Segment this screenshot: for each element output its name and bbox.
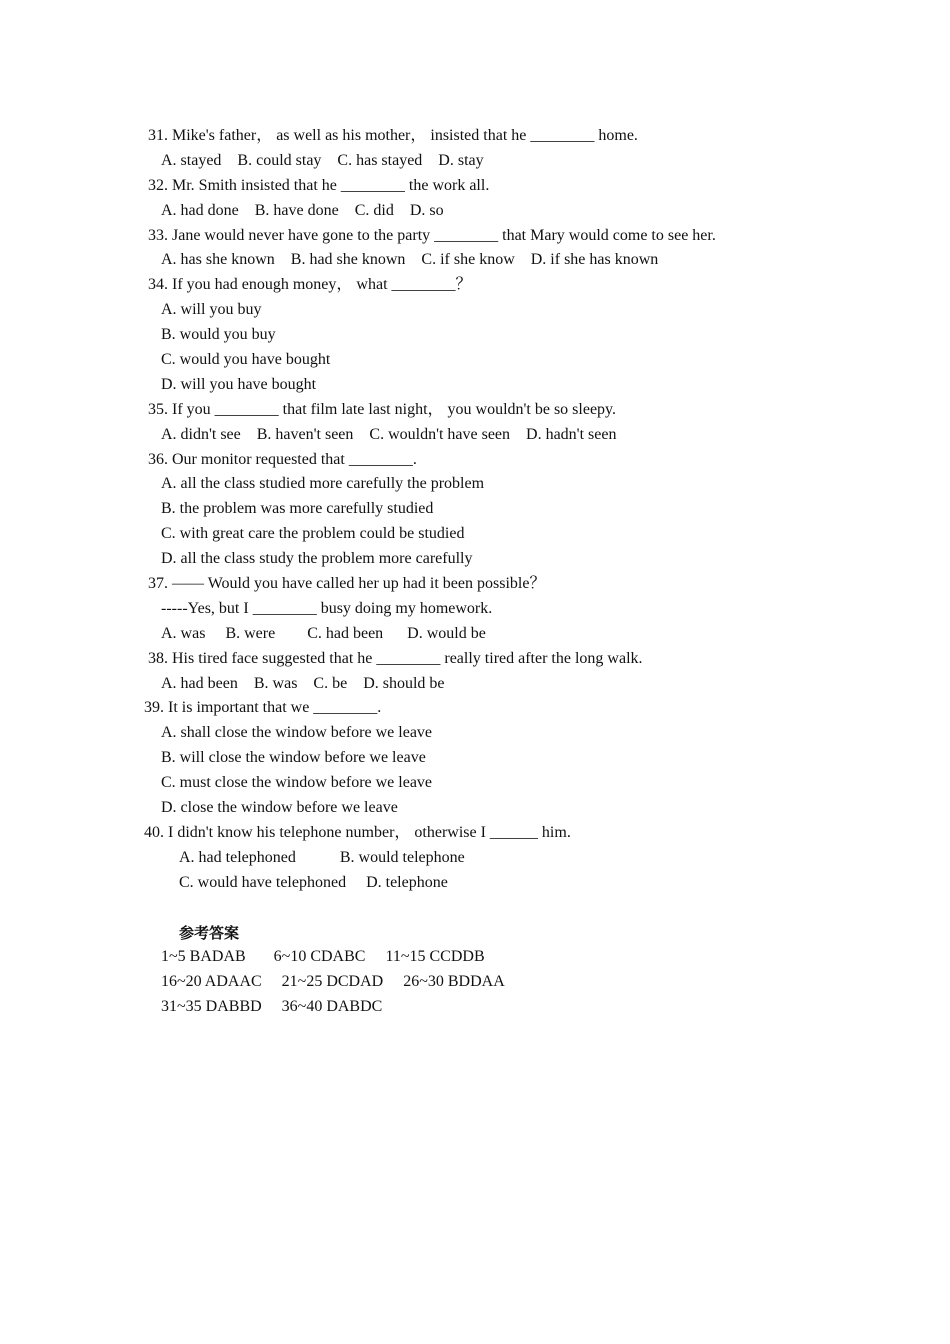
question-32-options: A. had done B. have done C. did D. so <box>161 201 444 219</box>
answer-key-row-3: 31~35 DABBD 36~40 DABDC <box>161 998 383 1016</box>
answer-key-heading: 参考答案 <box>179 923 240 942</box>
question-36-option-a: A. all the class studied more carefully the problem <box>161 475 485 493</box>
section-spacer <box>0 896 950 921</box>
question-36-option-d: D. all the class study the problem more carefully <box>161 550 473 568</box>
question-34-option-d: D. will you have bought <box>161 375 317 393</box>
question-39-option-a: A. shall close the window before we leave <box>161 724 433 742</box>
question-37-options: A. was B. were C. had been D. would be <box>161 624 486 642</box>
answer-key-row-2: 16~20 ADAAC 21~25 DCDAD 26~30 BDDAA <box>161 973 505 991</box>
question-36-option-b: B. the problem was more carefully studied <box>161 500 434 518</box>
question-34-option-c: C. would you have bought <box>161 351 331 369</box>
question-33-options: A. has she known B. had she known C. if she know D. if she has known <box>161 251 659 269</box>
question-39: 39. It is important that we ________. <box>144 699 382 717</box>
question-34: 34. If you had enough money， what ________？ <box>148 276 472 294</box>
question-34-option-b: B. would you buy <box>161 326 276 344</box>
question-37-reply: -----Yes, but I ________ busy doing my homework. <box>161 599 493 617</box>
question-40-options-row-2: C. would have telephoned D. telephone <box>179 873 448 891</box>
question-38: 38. His tired face suggested that he ________ really tired after the long walk. <box>148 649 643 667</box>
question-36-option-c: C. with great care the problem could be studied <box>161 525 465 543</box>
question-31-options: A. stayed B. could stay C. has stayed D. stay <box>161 151 484 169</box>
question-31: 31. Mike's father， as well as his mother， insisted that he ________ home. <box>148 127 638 144</box>
question-35-options: A. didn't see B. haven't seen C. wouldn't have seen D. hadn't seen <box>161 425 617 443</box>
question-35: 35. If you ________ that film late last night， you wouldn't be so sleepy. <box>148 400 617 418</box>
question-37: 37. —— Would you have called her up had it been possible？ <box>148 575 546 593</box>
question-34-option-a: A. will you buy <box>161 301 262 319</box>
question-40: 40. I didn't know his telephone number， otherwise I ______ him. <box>144 823 571 841</box>
question-39-option-d: D. close the window before we leave <box>161 799 398 817</box>
question-39-option-b: B. will close the window before we leave <box>161 749 426 767</box>
question-40-options-row-1: A. had telephoned B. would telephone <box>179 848 465 866</box>
question-33: 33. Jane would never have gone to the party ________ that Mary would come to see her. <box>148 226 716 244</box>
question-32: 32. Mr. Smith insisted that he ________ the work all. <box>148 176 490 194</box>
question-39-option-c: C. must close the window before we leave <box>161 774 433 792</box>
question-36: 36. Our monitor requested that ________. <box>148 450 417 468</box>
question-38-options: A. had been B. was C. be D. should be <box>161 674 445 692</box>
answer-key-row-1: 1~5 BADAB 6~10 CDABC 11~15 CCDDB <box>161 948 485 966</box>
exercise-page <box>0 124 950 1020</box>
